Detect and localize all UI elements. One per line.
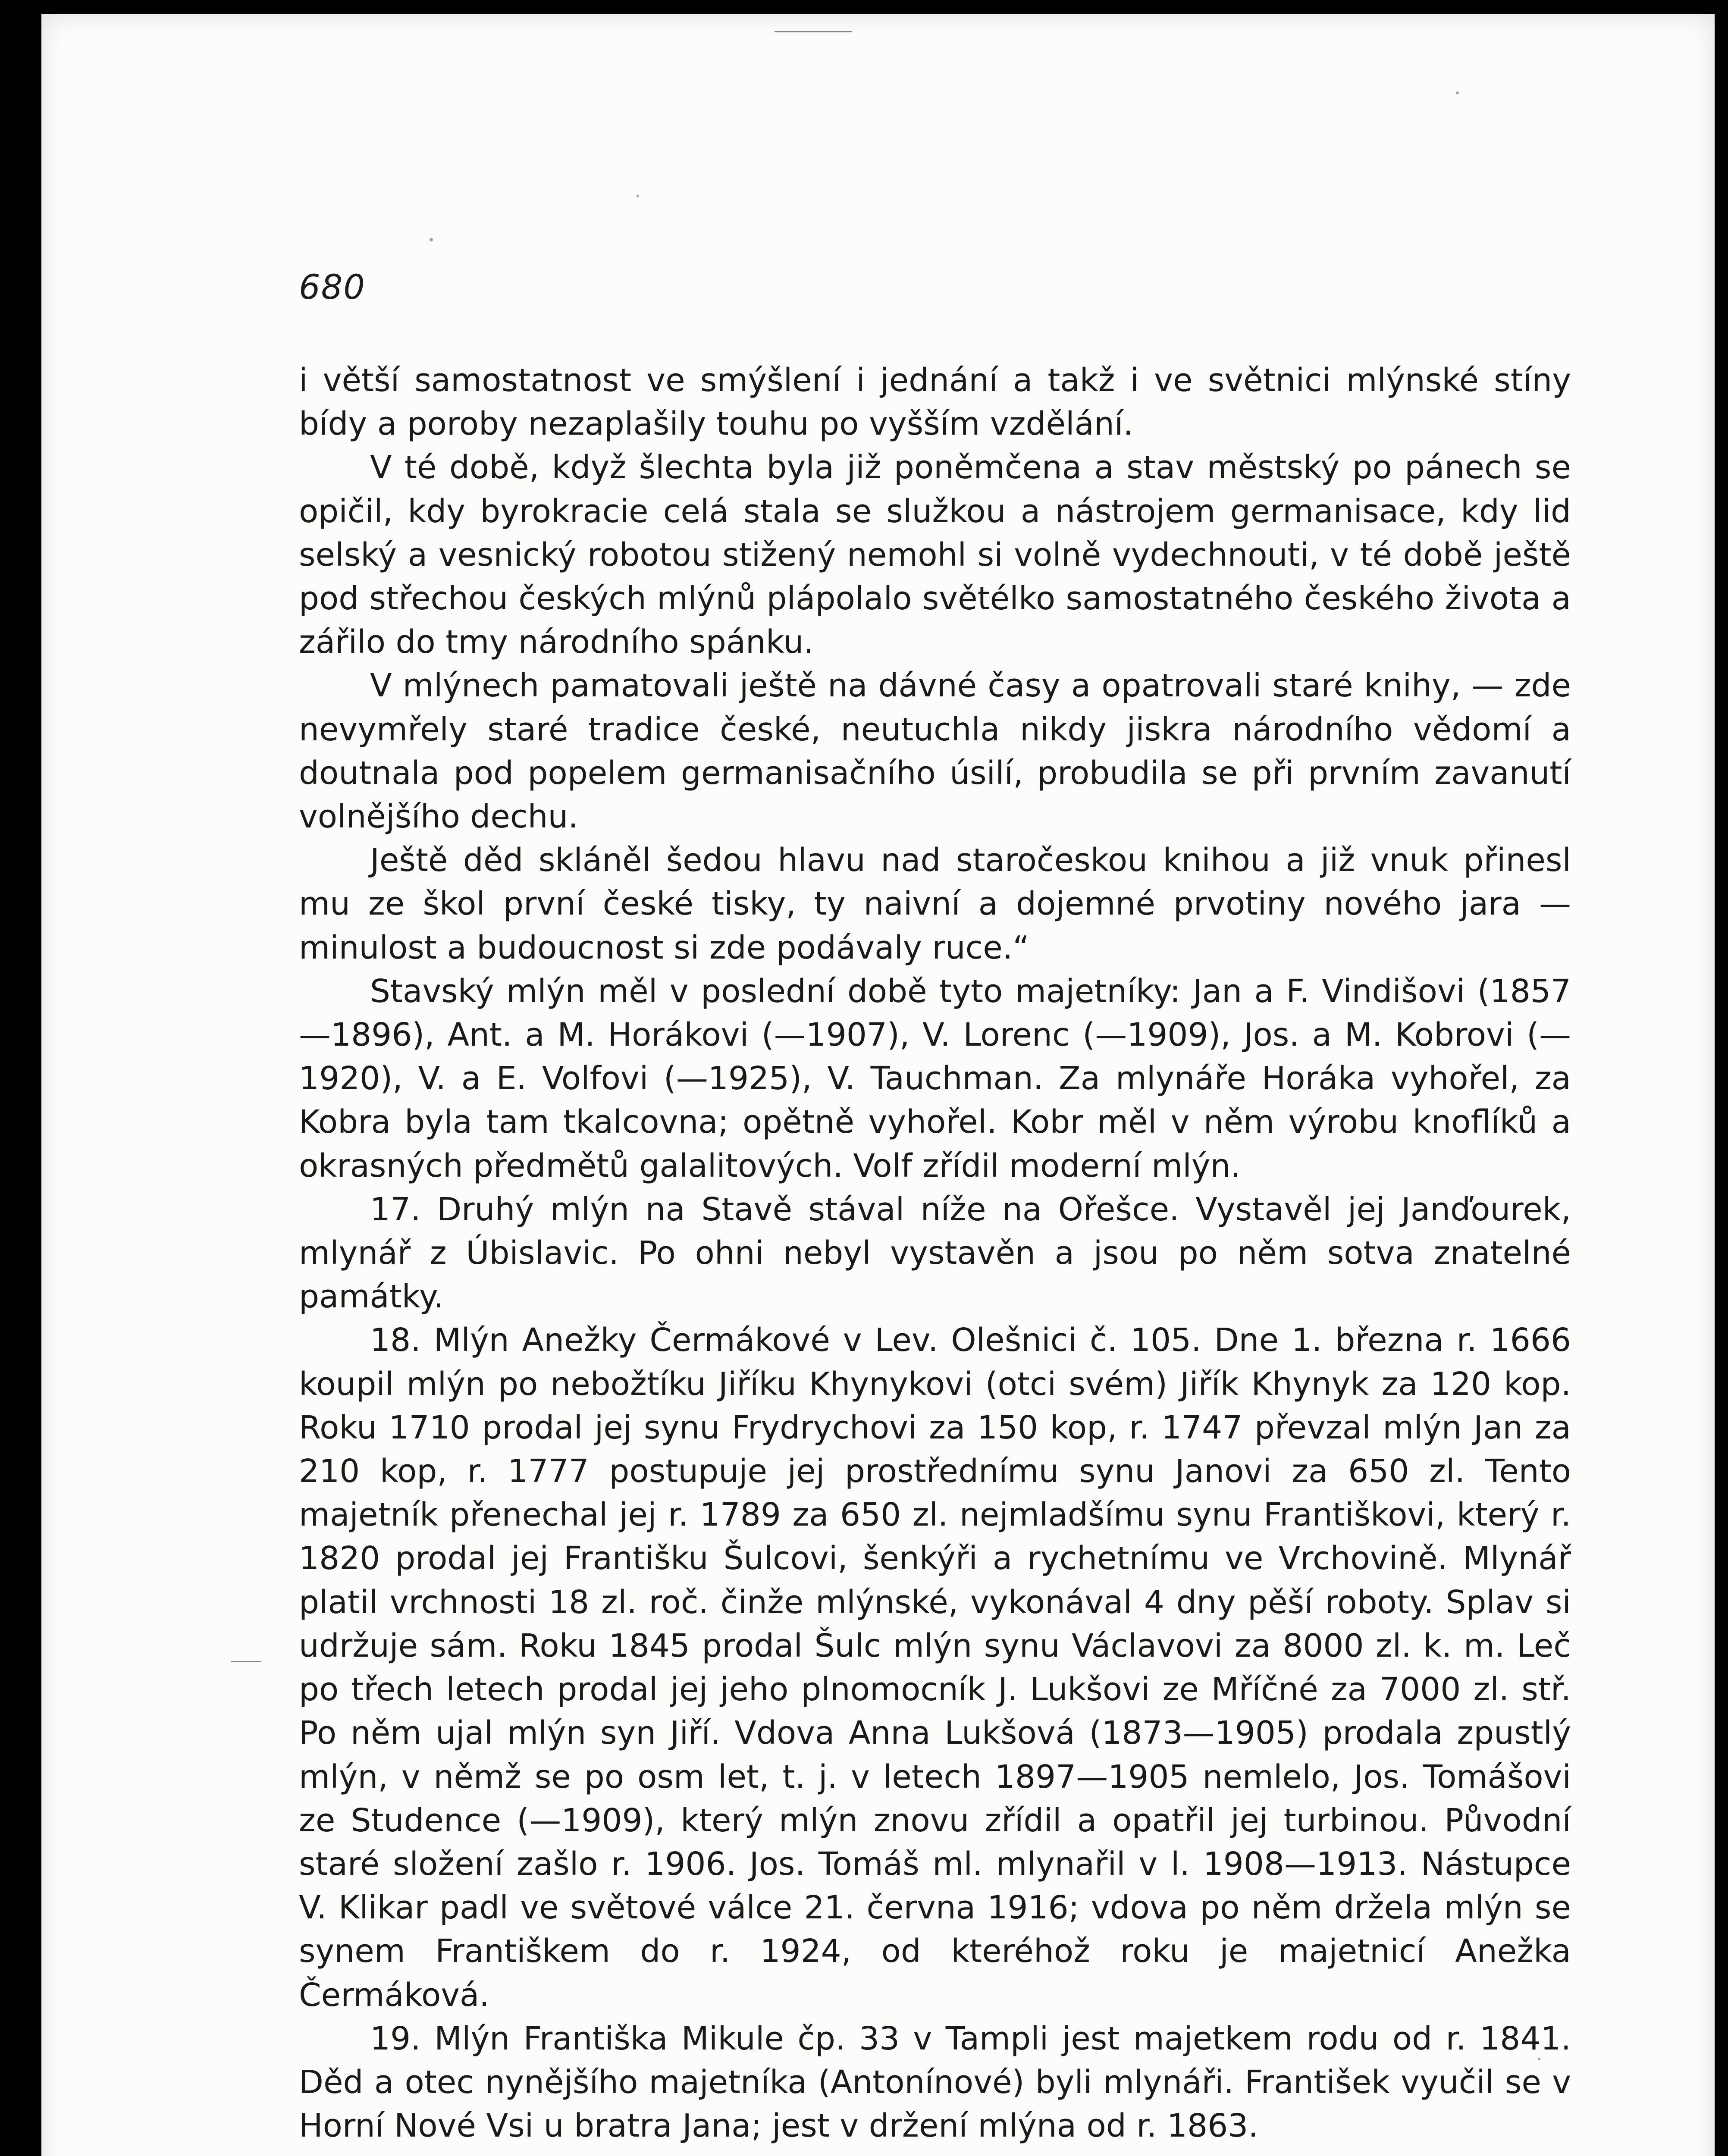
body-text — [299, 359, 1571, 2148]
paragraph: Ještě děd skláněl šedou hlavu nad staročeskou knihou a již vnuk přinesl mu ze škol první české tisky, ty naivní a dojemné prvotiny nového jara — minulost a budoucnost si zde podávaly ruce.“ — [299, 842, 1571, 966]
book-page — [41, 14, 1715, 2156]
scan-speck — [1456, 91, 1459, 94]
page-number: 680 — [299, 268, 366, 307]
paragraph: V mlýnech pamatovali ještě na dávné časy a opatrovali staré knihy, — zde nevymřely staré tradice české, neutuchla nikdy jiskra národního vědomí a doutnala pod popelem germanisačního úsilí, probudila se při prvním zavanutí volnějšího dechu. — [299, 667, 1571, 836]
paragraph: 19. Mlýn Františka Mikule čp. 33 v Tampli jest majetkem rodu od r. 1841. Děd a otec nynějšího majetníka (Antonínové) byli mlynáři. František vyučil se v Horní Nové Vsi u bratra Jana; jest v držení mlýna od r. 1863. — [299, 2020, 1571, 2145]
paragraph: Stavský mlýn měl v poslední době tyto majetníky: Jan a F. Vindišovi (1857—1896), Ant. a M. Horákovi (—1907), V. Lorenc (—1909), Jos. a M. Kobrovi (—1920), V. a E. Volfovi (—1925), V. Tauchman. Za mlynáře Horáka vyhořel, za Kobra byla tam tkalcovna; opětně vyhořel. Kobr měl v něm výrobu knoflíků a okrasných předmětů galalitových. Volf zřídil moderní mlýn. — [299, 972, 1571, 1185]
scan-speck — [637, 195, 639, 197]
paragraph-continued: i větší samostatnost ve smýšlení i jednání a takž i ve světnici mlýnské stíny bídy a poroby nezaplašily touhu po vyšším vzdělání. — [299, 362, 1571, 443]
scan-speck — [1538, 2058, 1540, 2060]
scan-mark — [231, 1661, 261, 1662]
scan-mark — [775, 31, 852, 32]
paragraph: V té době, když šlechta byla již poněmčena a stav městský po pánech se opičil, kdy byrokracie celá stala se služkou a nástrojem germanisace, kdy lid selský a vesnický robotou stižený nemohl si volně vydechnouti, v té době ještě pod střechou českých mlýnů plápolalo světélko samostatného českého života a zářilo do tmy národního spánku. — [299, 449, 1571, 661]
paragraph: 18. Mlýn Anežky Čermákové v Lev. Olešnici č. 105. Dne 1. března r. 1666 koupil mlýn po nebožtíku Jiříku Khynykovi (otci svém) Jiřík Khynyk za 120 kop. Roku 1710 prodal jej synu Frydrychovi za 150 kop, r. 1747 převzal mlýn Jan za 210 kop, r. 1777 postupuje jej prostřednímu synu Janovi za 650 zl. Tento majetník přenechal jej r. 1789 za 650 zl. nejmladšímu synu Františkovi, který r. 1820 prodal jej Františku Šulcovi, šenkýři a rychetnímu ve Vrchovině. Mlynář platil vrchnosti 18 zl. roč. činže mlýnské, vykonával 4 dny pěší roboty. Splav si udržuje sám. Roku 1845 prodal Šulc mlýn synu Václavovi za 8000 zl. k. m. Leč po třech letech prodal jej jeho plnomocník J. Lukšovi ze Mříčné za 7000 zl. stř. Po něm ujal mlýn syn Jiří. Vdova Anna Lukšová (1873—1905) prodala zpustlý mlýn, v němž se po osm let, t. j. v letech 1897—1905 nemlelo, Jos. Tomášovi ze Studence (—1909), který mlýn znovu zřídil a opatřil jej turbinou. Původní staré složení zašlo r. 1906. Jos. Tomáš ml. mlynařil v l. 1908—1913. Nástupce V. Klikar padl ve světové válce 21. června 1916; vdova po něm držela mlýn se synem Františkem do r. 1924, od kteréhož roku je majetnicí Anežka Čermáková. — [299, 1322, 1571, 2014]
paragraph: 17. Druhý mlýn na Stavě stával níže na Ořešce. Vystavěl jej Janďourek, mlynář z Úbislavic. Po ohni nebyl vystavěn a jsou po něm sotva znatelné památky. — [299, 1191, 1571, 1316]
scan-speck — [430, 238, 433, 241]
